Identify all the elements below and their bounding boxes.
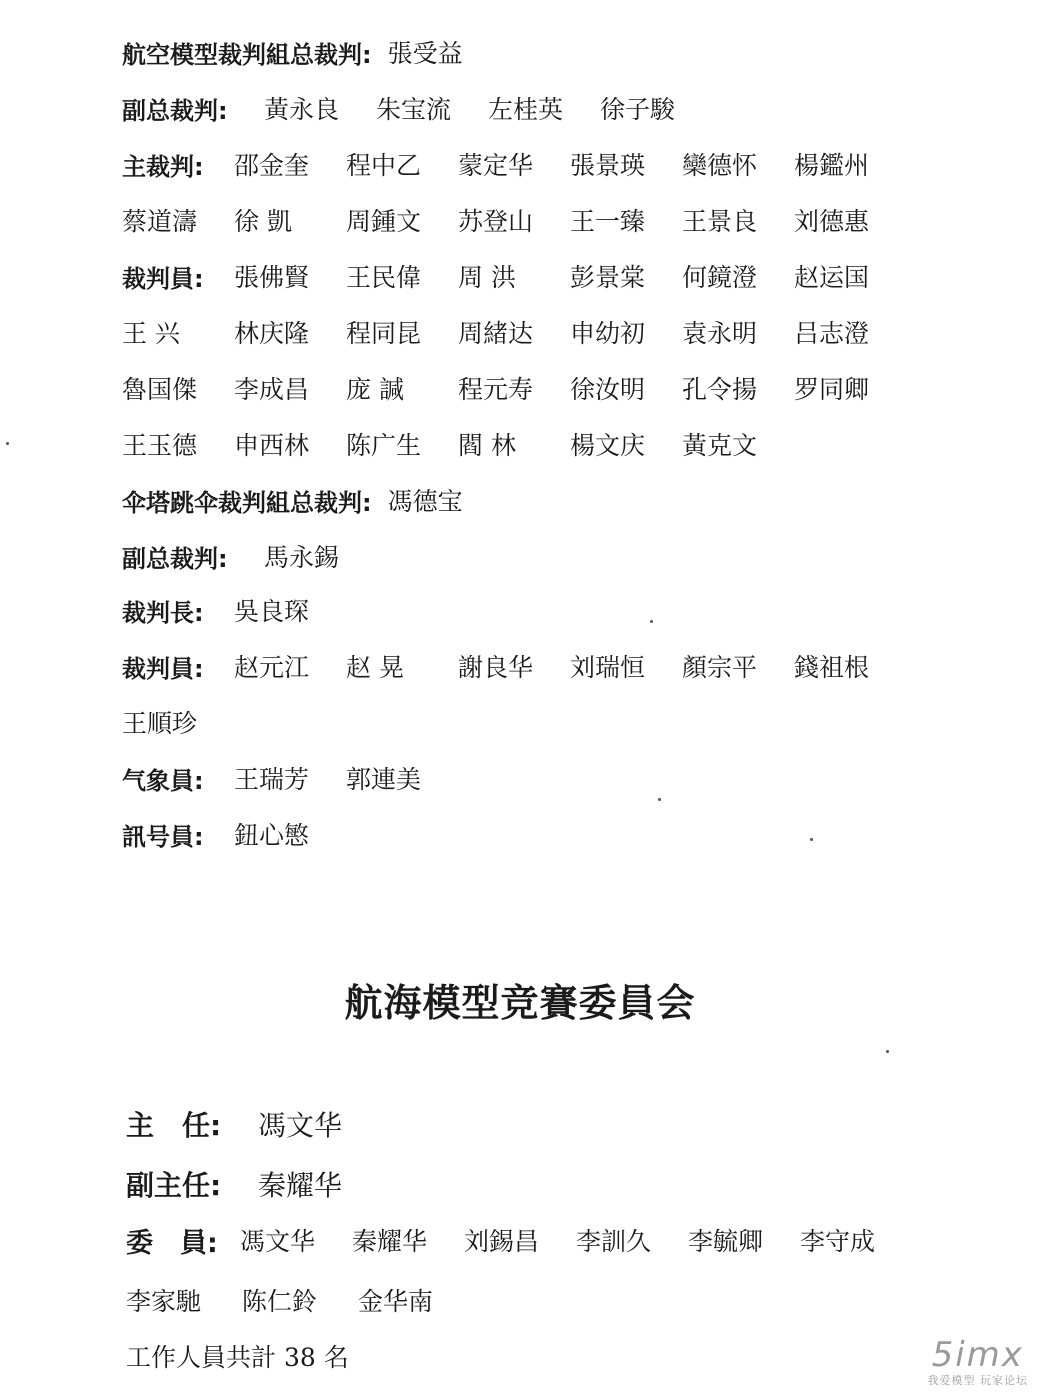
person-name: 黃永良: [264, 95, 340, 124]
watermark-subtitle: 我爱模型 玩家论坛: [927, 1374, 1028, 1387]
person-name: 王玉德: [122, 431, 198, 460]
person-name: 程元寿: [458, 375, 534, 404]
person-name: 黃克文: [682, 431, 758, 460]
person-name: 周 洪: [458, 263, 516, 292]
watermark: [927, 1335, 1029, 1388]
person-name: 程中乙: [346, 151, 422, 180]
person-name: 李訓久: [576, 1227, 652, 1256]
person-name: 徐汝明: [570, 375, 646, 404]
para-judges-row-cont: [122, 702, 234, 742]
scan-speck: [886, 1050, 889, 1053]
person-name: 馮文华: [240, 1227, 316, 1256]
person-name: 張景瑛: [570, 151, 646, 180]
person-name: 徐子駿: [600, 95, 676, 124]
aero-chief-judge-row: [122, 32, 463, 72]
signalman-row: [122, 814, 346, 854]
aero-judges-row-cont: [122, 424, 794, 464]
person-name: 蔡道濤: [122, 207, 198, 236]
person-name: 欒德怀: [682, 151, 758, 180]
person-name: 陈仁鈴: [242, 1287, 318, 1316]
scan-speck: [650, 620, 653, 623]
person-name: 張佛賢: [234, 263, 310, 292]
person-name: 鈕心慜: [234, 821, 310, 850]
person-name: 張受益: [387, 39, 463, 68]
person-name: 馮文华: [258, 1109, 343, 1142]
person-name: 陈广生: [346, 431, 422, 460]
person-name: 邵金奎: [234, 151, 310, 180]
row-label: 主裁判:: [122, 152, 204, 181]
scan-speck: [658, 798, 661, 801]
person-name: 李成昌: [234, 375, 310, 404]
person-name: 孔令揚: [682, 375, 758, 404]
row-label: 裁判員:: [122, 264, 204, 293]
person-name: 刘德惠: [794, 207, 870, 236]
person-name: 王 兴: [122, 319, 180, 348]
person-name: 赵 晃: [346, 653, 404, 682]
aero-judges-row-cont: [122, 368, 906, 408]
person-name: 閻 林: [458, 431, 516, 460]
person-name: 李家馳: [126, 1287, 202, 1316]
aero-main-judges-row-cont: [122, 200, 906, 240]
person-name: 秦耀华: [352, 1227, 428, 1256]
section-title: 航海模型竞賽委員会: [344, 981, 696, 1025]
aero-judges-row-cont: [122, 312, 906, 352]
person-name: 謝良华: [458, 653, 534, 682]
person-name: 顏宗平: [682, 653, 758, 682]
person-name: 庞 諴: [346, 375, 404, 404]
person-name: 徐 凱: [234, 207, 292, 236]
watermark-logo: 5imx: [931, 1335, 1024, 1375]
para-chief-judge-row: [122, 480, 463, 520]
person-name: 王景良: [682, 207, 758, 236]
deputy-director-row: [126, 1164, 342, 1204]
row-label: 伞塔跳伞裁判組总裁判:: [122, 488, 372, 517]
person-name: 秦耀华: [258, 1169, 343, 1202]
person-name: 周鍾文: [346, 207, 422, 236]
row-label: 航空模型裁判組总裁判:: [122, 40, 372, 69]
person-name: 吕志澄: [794, 319, 870, 348]
person-name: 罗同卿: [794, 375, 870, 404]
person-name: 王民偉: [346, 263, 422, 292]
person-name: 王瑞芳: [234, 765, 310, 794]
row-label: 气象員:: [122, 766, 204, 795]
meteorologist-row: [122, 758, 458, 798]
row-label: 主 任:: [126, 1109, 222, 1142]
person-name: 楊文庆: [570, 431, 646, 460]
person-name: 左桂英: [488, 95, 564, 124]
director-row: [126, 1104, 342, 1144]
row-label: 副总裁判:: [122, 544, 228, 573]
aero-judges-row: [122, 256, 906, 296]
person-name: 赵元江: [234, 653, 310, 682]
aero-main-judges-row: [122, 144, 906, 184]
person-name: 朱宝流: [376, 95, 452, 124]
person-name: 郭連美: [346, 765, 422, 794]
person-name: 馬永錫: [264, 543, 340, 572]
person-name: 王順珍: [122, 709, 198, 738]
scan-speck: [810, 838, 813, 841]
person-name: 程同昆: [346, 319, 422, 348]
person-name: 李毓卿: [688, 1227, 764, 1256]
person-name: 苏登山: [458, 207, 534, 236]
staff-total: 工作人員共計 38 名: [126, 1343, 349, 1372]
row-label: 副主任:: [126, 1169, 222, 1202]
person-name: 金华南: [358, 1287, 434, 1316]
person-name: 袁永明: [682, 319, 758, 348]
row-label: 副总裁判:: [122, 96, 228, 125]
person-name: 刘錫昌: [464, 1227, 540, 1256]
person-name: 刘瑞恒: [570, 653, 646, 682]
row-label: 裁判長:: [122, 598, 204, 627]
members-row-cont: [126, 1280, 474, 1320]
person-name: 林庆隆: [234, 319, 310, 348]
person-name: 錢祖根: [794, 653, 870, 682]
person-name: 王一臻: [570, 207, 646, 236]
row-label: 裁判員:: [122, 654, 204, 683]
person-name: 赵运国: [794, 263, 870, 292]
person-name: 申幼初: [570, 319, 646, 348]
person-name: 彭景棠: [570, 263, 646, 292]
para-judges-row: [122, 646, 906, 686]
person-name: 申西林: [234, 431, 310, 460]
row-label: 委 員:: [126, 1227, 218, 1259]
person-name: 周緒达: [458, 319, 534, 348]
person-name: 馮德宝: [387, 487, 463, 516]
person-name: 蒙定华: [458, 151, 534, 180]
scan-speck: [6, 442, 9, 445]
person-name: 何鏡澄: [682, 263, 758, 292]
row-label: 訊号員:: [122, 822, 204, 851]
person-name: 吳良琛: [234, 597, 310, 626]
aero-deputy-chief-row: [122, 88, 712, 128]
person-name: 李守成: [800, 1227, 876, 1256]
person-name: 魯国傑: [122, 375, 198, 404]
para-head-judge-row: [122, 590, 346, 630]
person-name: 楊鑑州: [794, 151, 870, 180]
members-row: [126, 1220, 912, 1260]
para-deputy-chief-row: [122, 536, 376, 576]
